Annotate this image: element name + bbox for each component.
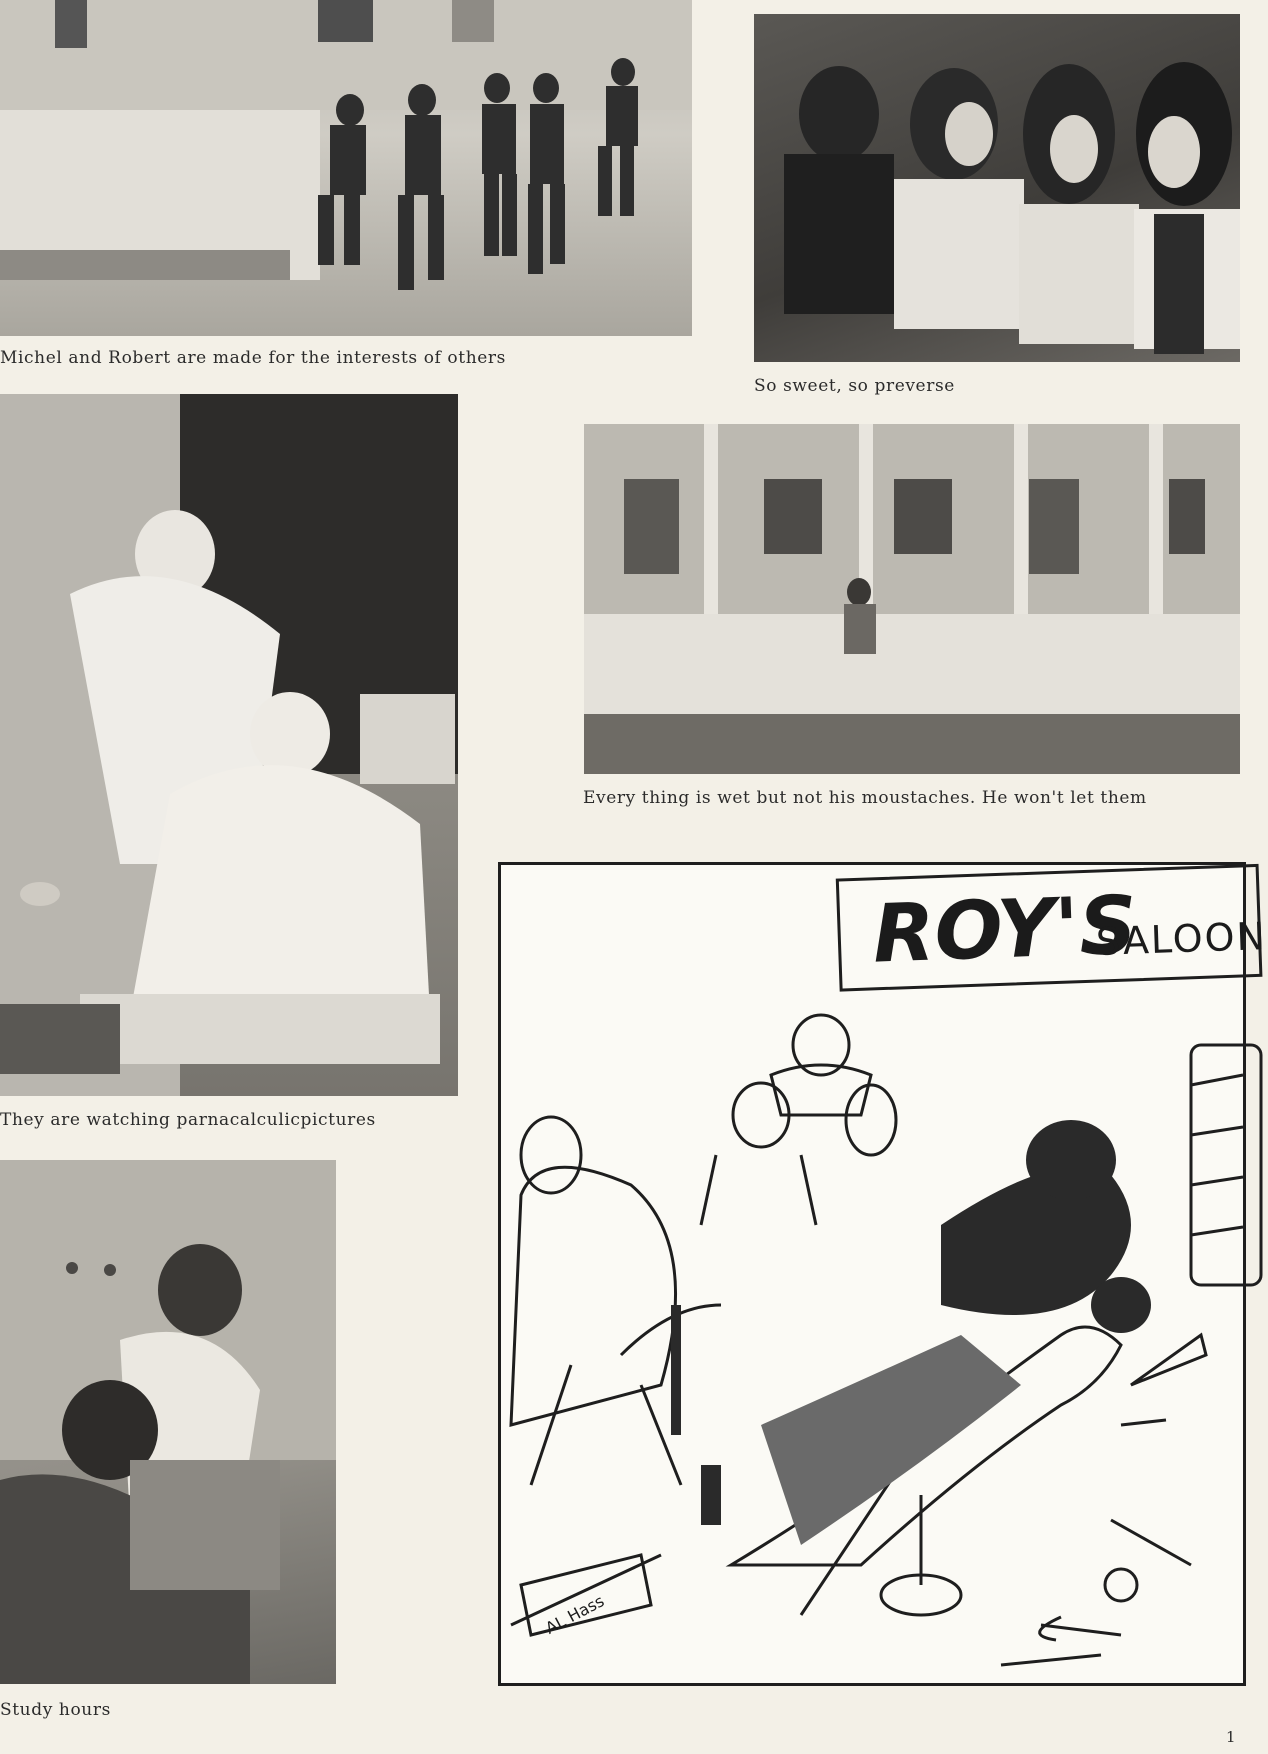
page-number: 1 (1226, 1728, 1236, 1746)
caption-photo-1: Michel and Robert are made for the interests of others (0, 348, 506, 368)
caption-photo-5: Study hours (0, 1700, 111, 1720)
cartoon-roys-saloon (498, 862, 1268, 1686)
sign-saloon: SALOON (1095, 914, 1268, 964)
photo-men-in-robes (0, 394, 458, 1096)
caption-photo-2: So sweet, so preverse (754, 376, 955, 396)
cartoon-drawing (501, 865, 1243, 1683)
caption-photo-3: They are watching parnacalculicpictures (0, 1110, 376, 1130)
caption-photo-4: Every thing is wet but not his moustaches. He won't let them (583, 788, 1147, 808)
photo-seated-women (754, 14, 1240, 362)
photo-study-hours (0, 1160, 336, 1684)
photo-students-walking (0, 0, 692, 336)
photo-man-in-pool (584, 424, 1240, 774)
sign-roys: ROY'S (871, 878, 1139, 981)
floor-scribble: AL Hass (542, 1591, 608, 1638)
